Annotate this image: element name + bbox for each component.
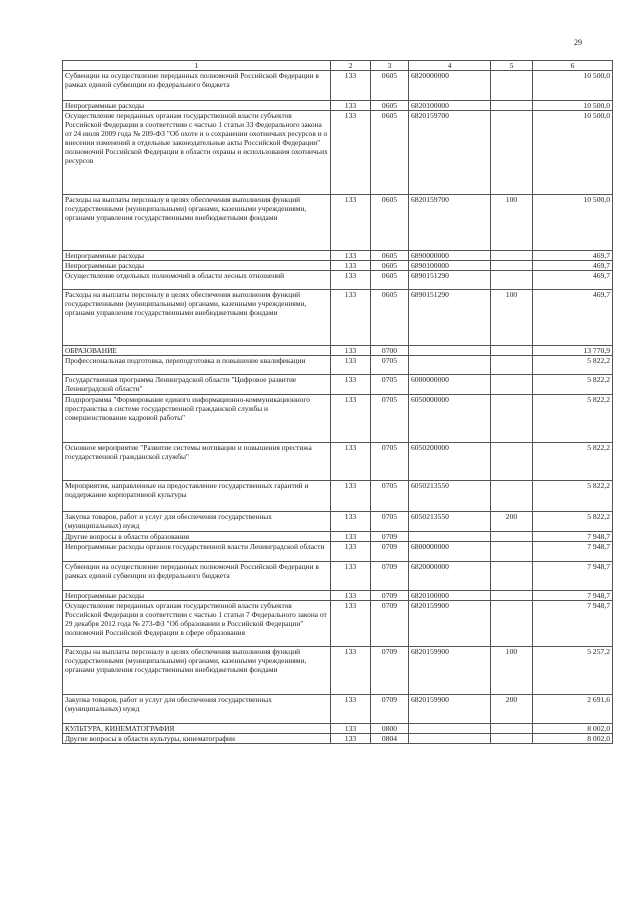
row-code-cell: 133 [331,481,371,512]
table-row [63,195,613,251]
row-sum-cell: 469,7 [533,251,613,261]
row-section-cell: 0605 [371,111,409,195]
row-sum-cell: 5 822,2 [533,512,613,532]
row-sum-cell: 5 257,2 [533,647,613,695]
row-code-cell: 133 [331,542,371,562]
row-type-cell [491,346,533,356]
row-code-cell: 133 [331,261,371,271]
row-sum-cell: 10 500,0 [533,71,613,101]
row-type-cell [491,532,533,542]
table-row [63,443,613,481]
row-code-cell: 133 [331,512,371,532]
row-type-cell [491,261,533,271]
row-type-cell: 100 [491,195,533,251]
row-sum-cell: 2 691,6 [533,695,613,724]
row-sum-cell: 469,7 [533,290,613,346]
row-article-cell [409,356,491,375]
row-sum-cell: 10 500,0 [533,111,613,195]
row-name-cell: Субвенции на осуществление переданных полномочий Российской Федерации в рамках единой субвенции из федерального бюджета [63,71,331,101]
page-number: 29 [574,38,582,47]
row-article-cell: 6000000000 [409,375,491,395]
row-sum-cell: 7 948,7 [533,562,613,591]
row-sum-cell: 7 948,7 [533,542,613,562]
row-code-cell: 133 [331,251,371,261]
row-article-cell: 6820159700 [409,195,491,251]
row-type-cell [491,101,533,111]
column-header: 2 [331,61,371,71]
row-section-cell: 0705 [371,395,409,443]
row-sum-cell: 5 822,2 [533,395,613,443]
row-name-cell: Субвенции на осуществление переданных полномочий Российской Федерации в рамках единой субвенции из федерального бюджета [63,562,331,591]
row-section-cell: 0705 [371,512,409,532]
column-header: 3 [371,61,409,71]
row-type-cell [491,251,533,261]
table-row [63,562,613,591]
table-row [63,111,613,195]
table-row [63,375,613,395]
row-section-cell: 0605 [371,195,409,251]
row-section-cell: 0605 [371,71,409,101]
table-row [63,356,613,375]
table-row [63,346,613,356]
row-sum-cell: 13 770,9 [533,346,613,356]
row-name-cell: Расходы на выплаты персоналу в целях обеспечения выполнения функций государственными (муниципальными) органами, казенными учреждениями, органами управления государственными внебюджетными фондами [63,290,331,346]
row-name-cell: Основное мероприятие "Развитие системы мотивации и повышения престижа государственной гражданской службы" [63,443,331,481]
row-type-cell: 200 [491,512,533,532]
table-row [63,261,613,271]
table-row [63,290,613,346]
table-row [63,512,613,532]
row-section-cell: 0705 [371,375,409,395]
row-name-cell: ОБРАЗОВАНИЕ [63,346,331,356]
row-sum-cell: 10 500,0 [533,101,613,111]
column-header: 5 [491,61,533,71]
row-name-cell: Непрограммные расходы органов государственной власти Ленинградской области [63,542,331,562]
table-row [63,71,613,101]
row-article-cell [409,724,491,734]
row-name-cell: Другие вопросы в области культуры, кинематографии [63,734,331,744]
row-section-cell: 0709 [371,601,409,647]
row-name-cell: Непрограммные расходы [63,251,331,261]
row-sum-cell: 10 500,0 [533,195,613,251]
row-name-cell: Осуществление отдельных полномочий в области лесных отношений [63,271,331,290]
table-row [63,251,613,261]
row-type-cell [491,601,533,647]
row-sum-cell: 5 822,2 [533,481,613,512]
table-row [63,481,613,512]
row-type-cell [491,375,533,395]
row-name-cell: Непрограммные расходы [63,261,331,271]
row-name-cell: Мероприятия, направленные на предоставление государственных гарантий и поддержание корпоративной культуры [63,481,331,512]
row-section-cell: 0605 [371,101,409,111]
table-row [63,734,613,744]
budget-table [62,60,613,744]
row-article-cell: 6050200000 [409,443,491,481]
row-section-cell: 0709 [371,542,409,562]
row-code-cell: 133 [331,375,371,395]
column-header: 1 [63,61,331,71]
table-row [63,532,613,542]
table-row [63,271,613,290]
row-section-cell: 0709 [371,562,409,591]
row-type-cell [491,271,533,290]
table-row [63,724,613,734]
row-article-cell: 6050213550 [409,512,491,532]
row-article-cell: 6820000000 [409,562,491,591]
row-section-cell: 0605 [371,290,409,346]
row-sum-cell: 469,7 [533,261,613,271]
row-type-cell [491,356,533,375]
table-row [63,591,613,601]
column-header: 6 [533,61,613,71]
row-name-cell: Подпрограмма "Формирование единого информационно-коммуникационного пространства в системе государственной гражданской службы и совершенствование кадровой работы" [63,395,331,443]
row-code-cell: 133 [331,724,371,734]
row-article-cell: 6890151290 [409,290,491,346]
row-name-cell: Закупка товаров, работ и услуг для обеспечения государственных (муниципальных) нужд [63,695,331,724]
row-type-cell [491,724,533,734]
row-sum-cell: 7 948,7 [533,591,613,601]
row-code-cell: 133 [331,591,371,601]
row-code-cell: 133 [331,195,371,251]
row-article-cell: 6820100000 [409,591,491,601]
row-section-cell: 0700 [371,346,409,356]
row-type-cell [491,71,533,101]
row-code-cell: 133 [331,356,371,375]
row-code-cell: 133 [331,443,371,481]
row-section-cell: 0705 [371,356,409,375]
row-name-cell: Непрограммные расходы [63,591,331,601]
row-article-cell: 6820100000 [409,101,491,111]
row-name-cell: Государственная программа Ленинградской области "Цифровое развитие Ленинградской области" [63,375,331,395]
row-type-cell [491,481,533,512]
table-row [63,101,613,111]
row-section-cell: 0605 [371,251,409,261]
row-article-cell: 6820159700 [409,111,491,195]
row-code-cell: 133 [331,71,371,101]
row-article-cell: 6050213550 [409,481,491,512]
row-section-cell: 0709 [371,532,409,542]
row-code-cell: 133 [331,734,371,744]
row-code-cell: 133 [331,647,371,695]
row-section-cell: 0705 [371,481,409,512]
row-article-cell: 6890100000 [409,261,491,271]
row-article-cell: 6820000000 [409,71,491,101]
row-article-cell: 6820159900 [409,647,491,695]
row-name-cell: Расходы на выплаты персоналу в целях обеспечения выполнения функций государственными (муниципальными) органами, казенными учреждениями, органами управления государственными внебюджетными фондами [63,195,331,251]
row-type-cell [491,443,533,481]
row-code-cell: 133 [331,395,371,443]
row-sum-cell: 8 002,0 [533,734,613,744]
table-row [63,395,613,443]
row-section-cell: 0709 [371,591,409,601]
row-code-cell: 133 [331,101,371,111]
row-type-cell: 100 [491,647,533,695]
row-section-cell: 0804 [371,734,409,744]
row-article-cell [409,532,491,542]
column-header: 4 [409,61,491,71]
row-sum-cell: 5 822,2 [533,375,613,395]
row-article-cell: 6820159900 [409,601,491,647]
row-type-cell [491,734,533,744]
row-section-cell: 0605 [371,271,409,290]
row-type-cell: 200 [491,695,533,724]
row-sum-cell: 8 002,0 [533,724,613,734]
row-section-cell: 0709 [371,695,409,724]
table-row [63,542,613,562]
row-name-cell: Другие вопросы в области образования [63,532,331,542]
row-name-cell: Закупка товаров, работ и услуг для обеспечения государственных (муниципальных) нужд [63,512,331,532]
row-article-cell: 6890000000 [409,251,491,261]
row-type-cell [491,591,533,601]
table-row [63,601,613,647]
row-type-cell [491,562,533,591]
row-article-cell: 6820159900 [409,695,491,724]
table-row [63,647,613,695]
row-type-cell [491,111,533,195]
row-code-cell: 133 [331,290,371,346]
table-header-row [63,61,613,71]
row-section-cell: 0605 [371,261,409,271]
row-code-cell: 133 [331,601,371,647]
row-sum-cell: 5 822,2 [533,443,613,481]
row-name-cell: Расходы на выплаты персоналу в целях обеспечения выполнения функций государственными (муниципальными) органами, казенными учреждениями, органами управления государственными внебюджетными фондами [63,647,331,695]
row-name-cell: КУЛЬТУРА, КИНЕМАТОГРАФИЯ [63,724,331,734]
row-code-cell: 133 [331,346,371,356]
row-code-cell: 133 [331,111,371,195]
row-sum-cell: 7 948,7 [533,532,613,542]
row-section-cell: 0705 [371,443,409,481]
row-article-cell: 6050000000 [409,395,491,443]
table-row [63,695,613,724]
row-name-cell: Профессиональная подготовка, переподготовка и повышение квалификации [63,356,331,375]
row-code-cell: 133 [331,271,371,290]
row-type-cell [491,395,533,443]
row-name-cell: Осуществление переданных органам государственной власти субъектов Российской Федерации в соответствии с частью 1 статьи 33 Федерального закона от 24 июля 2009 года № 209-ФЗ "Об охоте и о сохранении охотничьих ресурсов и о внесении изменений в отдельные законодательные акты Российской Федерации" полномочий Российской Федерации в области охраны и использования охотничьих ресурсов [63,111,331,195]
row-article-cell: 6800000000 [409,542,491,562]
row-code-cell: 133 [331,532,371,542]
row-section-cell: 0709 [371,647,409,695]
row-name-cell: Осуществление переданных органам государственной власти субъектов Российской Федерации в соответствии с частью 1 статьи 7 Федерального закона от 29 декабря 2012 года № 273-ФЗ "Об образовании в Российской Федерации" полномочий Российской Федерации в сфере образования [63,601,331,647]
row-sum-cell: 469,7 [533,271,613,290]
row-article-cell: 6890151290 [409,271,491,290]
row-sum-cell: 7 948,7 [533,601,613,647]
row-code-cell: 133 [331,695,371,724]
row-sum-cell: 5 822,2 [533,356,613,375]
row-code-cell: 133 [331,562,371,591]
row-article-cell [409,346,491,356]
row-article-cell [409,734,491,744]
row-section-cell: 0800 [371,724,409,734]
row-name-cell: Непрограммные расходы [63,101,331,111]
row-type-cell [491,542,533,562]
row-type-cell: 100 [491,290,533,346]
